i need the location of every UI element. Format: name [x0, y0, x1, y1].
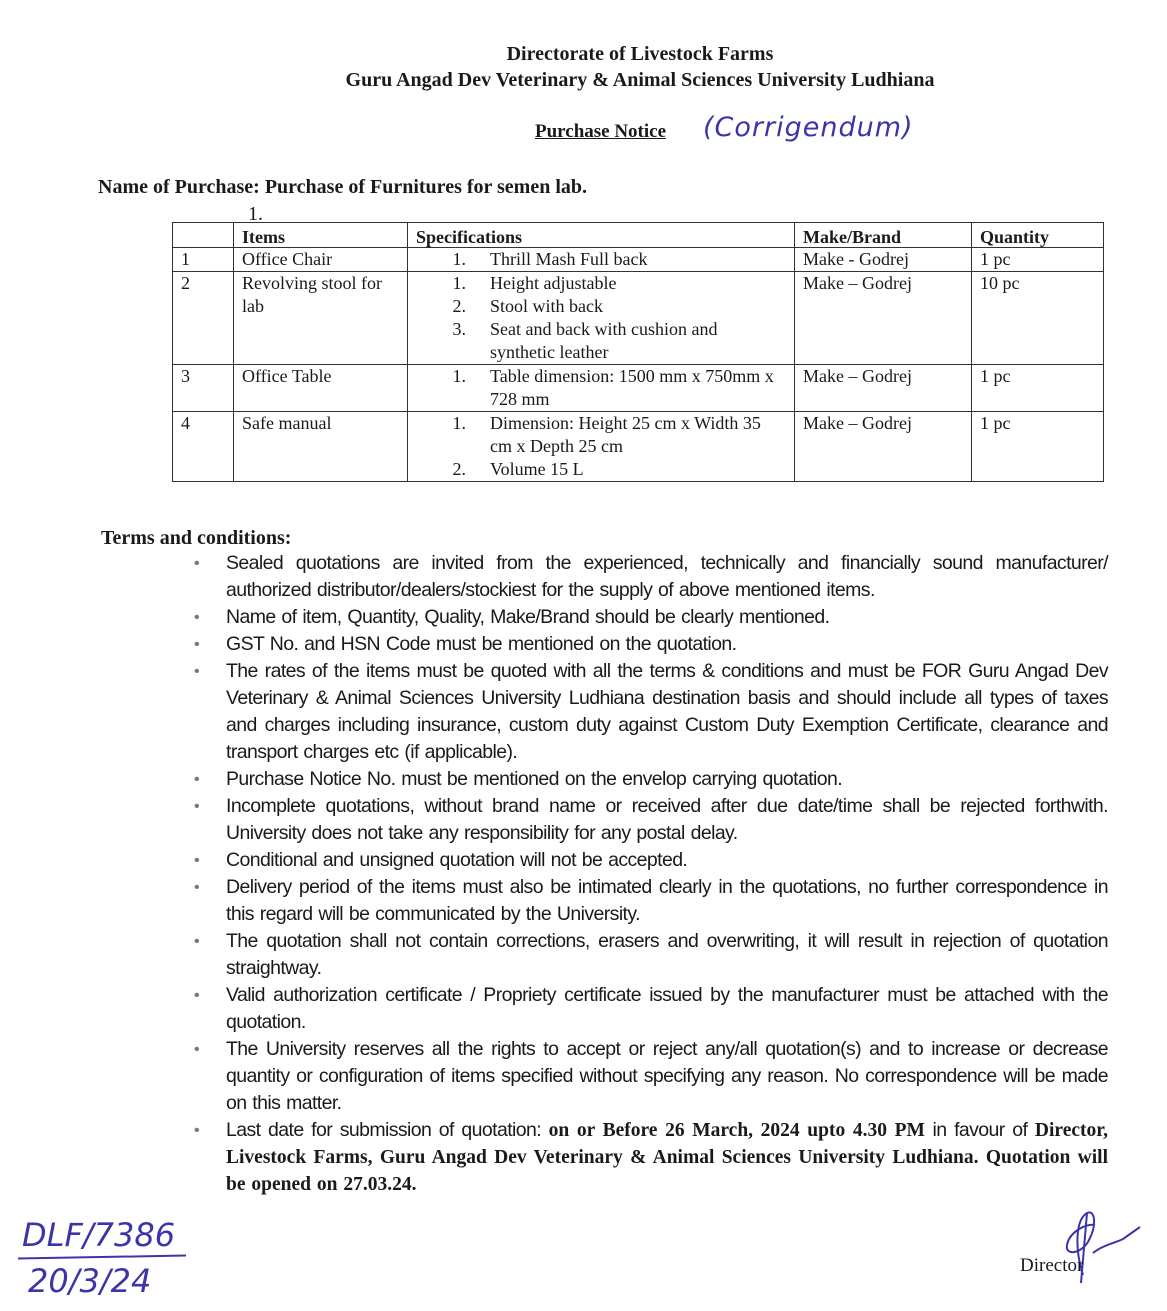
- purchase-name: Name of Purchase: Purchase of Furnitures for semen lab.: [98, 176, 588, 198]
- header-specifications: Specifications: [408, 223, 795, 248]
- spec-number: 2.: [452, 459, 466, 479]
- term-item-last-date: [190, 1117, 1108, 1198]
- cell-make-brand: Make – Godrej: [795, 272, 972, 365]
- spec-text: Stool with back: [490, 296, 603, 316]
- cell-specifications: [408, 248, 795, 272]
- term-text: Valid authorization certificate / Propriety certificate issued by the manufacturer must be attached with the quotation.: [226, 984, 1108, 1033]
- term-text: Purchase Notice No. must be mentioned on the envelop carrying quotation.: [226, 768, 843, 790]
- spec-text: Seat and back with cushion and synthetic leather: [490, 319, 718, 362]
- spec-item: [416, 412, 786, 458]
- term-text: Incomplete quotations, without brand name or received after due date/time shall be rejected forthwith. University does not take any responsibility for any postal delay.: [226, 795, 1108, 844]
- term-text: Sealed quotations are invited from the experienced, technically and financially sound manufacturer/ authorized distributor/dealers/stockiest for the supply of above mentioned items.: [226, 552, 1108, 601]
- term-text: Delivery period of the items must also be intimated clearly in the quotations, no further correspondence in this regard will be communicated by the University.: [226, 876, 1108, 925]
- cell-quantity: 1 pc: [972, 412, 1104, 482]
- bullet-icon: •: [194, 609, 200, 626]
- spec-item: [416, 272, 786, 295]
- bullet-icon: •: [194, 663, 200, 680]
- spec-text: Volume 15 L: [490, 459, 584, 479]
- bullet-icon: •: [194, 636, 200, 653]
- spec-text: Height adjustable: [490, 273, 617, 293]
- spec-list: [416, 272, 786, 364]
- term-item: [190, 928, 1108, 982]
- terms-list: [190, 550, 1108, 1198]
- bullet-icon: •: [194, 771, 200, 788]
- handwritten-ref-date: 20/3/24: [28, 1262, 152, 1300]
- term-item: [190, 631, 1108, 658]
- table-row: [173, 248, 1104, 272]
- header-items: Items: [234, 223, 408, 248]
- cell-item: Revolving stool for lab: [234, 272, 408, 365]
- cell-sn: 1: [173, 248, 234, 272]
- term-item: [190, 874, 1108, 928]
- term-item: [190, 658, 1108, 766]
- bullet-icon: •: [194, 798, 200, 815]
- term-text: The quotation shall not contain corrections, erasers and overwriting, it will result in rejection of quotation straightway.: [226, 930, 1108, 979]
- last-date-payee: Director, Livestock Farms, Guru Angad Dev Veterinary & Animal Sciences University Ludhiana. Quotation will be opened on 27.03.24.: [226, 1120, 1108, 1195]
- cell-quantity: 1 pc: [972, 365, 1104, 412]
- cell-item: Safe manual: [234, 412, 408, 482]
- cell-item: Office Chair: [234, 248, 408, 272]
- term-item: [190, 847, 1108, 874]
- cell-specifications: [408, 412, 795, 482]
- items-table: [172, 222, 1104, 482]
- cell-item: Office Table: [234, 365, 408, 412]
- table-row: [173, 365, 1104, 412]
- term-item: [190, 1036, 1108, 1117]
- spec-list: [416, 365, 786, 411]
- spec-item: [416, 318, 786, 364]
- term-text: The University reserves all the rights to accept or reject any/all quotation(s) and to increase or decrease quantity or configuration of items specified without specifying any reason. No correspondence will be made on this matter.: [226, 1038, 1108, 1114]
- cell-specifications: [408, 272, 795, 365]
- cell-sn: 4: [173, 412, 234, 482]
- handwritten-ref-number: DLF/7386: [22, 1216, 176, 1254]
- bullet-icon: •: [194, 879, 200, 896]
- term-text: The rates of the items must be quoted with all the terms & conditions and must be FOR Guru Angad Dev Veterinary & Animal Sciences University Ludhiana destination basis and should include all types of taxes and charges including insurance, custom duty against Custom Duty Exemption Certificate, clearance and transport charges etc (if applicable).: [226, 660, 1108, 763]
- terms-title: Terms and conditions:: [101, 527, 292, 549]
- spec-item: [416, 458, 786, 481]
- spec-number: 1.: [452, 366, 466, 386]
- spec-text: Thrill Mash Full back: [490, 249, 648, 269]
- last-date-label: Last date for submission of quotation:: [226, 1119, 549, 1141]
- spec-list: [416, 248, 786, 271]
- signatory-title: Director: [1020, 1255, 1084, 1276]
- spec-item: [416, 248, 786, 271]
- spec-number: 1.: [452, 249, 466, 269]
- handwritten-divider: [18, 1255, 186, 1260]
- header-quantity: Quantity: [972, 223, 1104, 248]
- cell-sn: 2: [173, 272, 234, 365]
- term-text: Conditional and unsigned quotation will not be accepted.: [226, 849, 688, 871]
- spec-number: 2.: [452, 296, 466, 316]
- cell-sn: 3: [173, 365, 234, 412]
- cell-make-brand: Make - Godrej: [795, 248, 972, 272]
- header-sn: [173, 223, 234, 248]
- table-header-row: [173, 223, 1104, 248]
- spec-number: 1.: [452, 413, 466, 433]
- cell-make-brand: Make – Godrej: [795, 365, 972, 412]
- header-make-brand: Make/Brand: [795, 223, 972, 248]
- header-directorate: Directorate of Livestock Farms: [506, 43, 774, 65]
- bullet-icon: •: [194, 933, 200, 950]
- notice-title: Purchase Notice: [535, 121, 667, 142]
- spec-number: 3.: [452, 319, 466, 339]
- term-item: [190, 982, 1108, 1036]
- handwritten-corrigendum: (Corrigendum): [703, 112, 914, 143]
- term-item: [190, 793, 1108, 847]
- bullet-icon: •: [194, 987, 200, 1004]
- table-row: [173, 412, 1104, 482]
- bullet-icon: •: [194, 852, 200, 869]
- spec-item: [416, 295, 786, 318]
- cell-make-brand: Make – Godrej: [795, 412, 972, 482]
- bullet-icon: •: [194, 1122, 200, 1139]
- header-university: Guru Angad Dev Veterinary & Animal Sciences University Ludhiana: [345, 69, 935, 91]
- cell-specifications: [408, 365, 795, 412]
- term-text: Name of item, Quantity, Quality, Make/Brand should be clearly mentioned.: [226, 606, 830, 628]
- spec-item: [416, 365, 786, 411]
- last-date-favour: in favour of: [924, 1119, 1035, 1141]
- last-date-deadline: on or Before 26 March, 2024 upto 4.30 PM: [548, 1120, 925, 1141]
- spec-text: Dimension: Height 25 cm x Width 35 cm x Depth 25 cm: [490, 413, 761, 456]
- table-row: [173, 272, 1104, 365]
- spec-list: [416, 412, 786, 481]
- spec-text: Table dimension: 1500 mm x 750mm x 728 mm: [490, 366, 774, 409]
- term-item: [190, 766, 1108, 793]
- term-text: GST No. and HSN Code must be mentioned on the quotation.: [226, 633, 737, 655]
- cell-quantity: 1 pc: [972, 248, 1104, 272]
- term-item: [190, 604, 1108, 631]
- cell-quantity: 10 pc: [972, 272, 1104, 365]
- bullet-icon: •: [194, 555, 200, 572]
- bullet-icon: •: [194, 1041, 200, 1058]
- table-number: 1.: [248, 203, 263, 225]
- spec-number: 1.: [452, 273, 466, 293]
- term-item: [190, 550, 1108, 604]
